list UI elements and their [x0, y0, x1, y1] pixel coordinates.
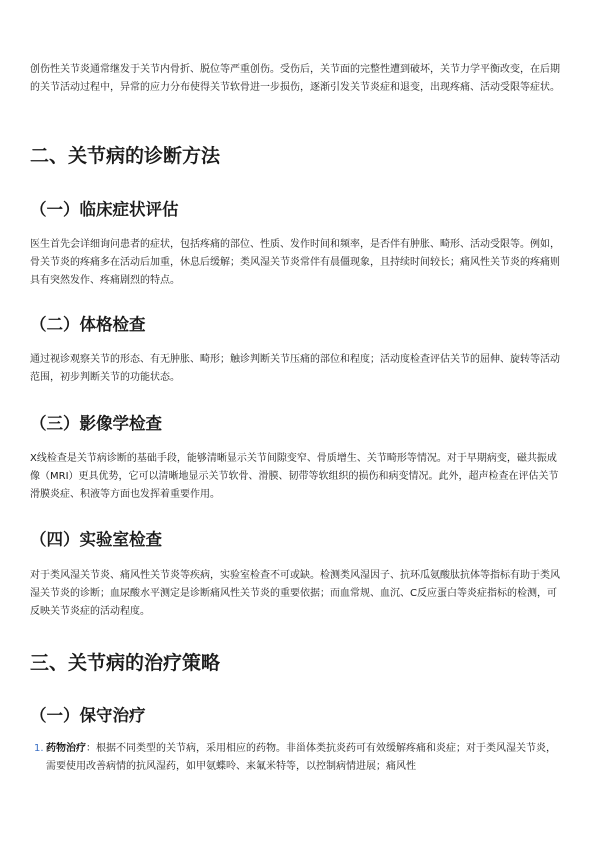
list-item-number: 1. — [34, 743, 44, 754]
subsection-imaging-heading: （三）影像学检查 — [30, 414, 162, 433]
list-item-text: ：根据不同类型的关节病，采用相应的药物。非甾体类抗炎药可有效缓解疼痛和炎症；对于类风湿关节炎，需要使用改善病情的抗风湿药，如甲氨蝶呤、来氟米特等，以控制病情进展；痛风性 — [46, 743, 556, 772]
section-3-heading: 三、关节病的治疗策略 — [30, 652, 221, 674]
subsection-imaging-text: X线检查是关节病诊断的基础手段，能够清晰显示关节间隙变窄、骨质增生、关节畸形等情况。对于早期病变，磁共振成像（MRI）更具优势，它可以清晰地显示关节软骨、滑膜、韧带等软组织的损伤和病变情况。此外，超声检查在评估关节滑膜炎症、积液等方面也发挥着重要作用。 — [30, 453, 559, 500]
list-item-body — [46, 740, 565, 776]
subsection-conservative-heading: （一）保守治疗 — [30, 706, 146, 725]
list-item-label: 药物治疗 — [46, 743, 86, 754]
subsection-clinical-heading: （一）临床症状评估 — [30, 200, 179, 219]
subsection-physical-exam-heading: （二）体格检查 — [30, 315, 146, 334]
intro-paragraph: 创伤性关节炎通常继发于关节内骨折、脱位等严重创伤。受伤后，关节面的完整性遭到破坏，关节力学平衡改变，在后期的关节活动过程中，异常的应力分布使得关节软骨进一步损伤，逐渐引发关节炎症和退变，出现疼痛、活动受限等症状。 — [30, 64, 560, 93]
subsection-physical-exam-text: 通过视诊观察关节的形态、有无肿胀、畸形；触诊判断关节压痛的部位和程度；活动度检查评估关节的屈伸、旋转等活动范围，初步判断关节的功能状态。 — [30, 354, 560, 383]
subsection-lab-text: 对于类风湿关节炎、痛风性关节炎等疾病，实验室检查不可或缺。检测类风湿因子、抗环瓜氨酸肽抗体等指标有助于类风湿关节炎的诊断；血尿酸水平测定是诊断痛风性关节炎的重要依据；而血常规、血沉、C反应蛋白等炎症指标的检测，可反映关节炎症的活动程度。 — [30, 570, 560, 617]
subsection-lab-heading: （四）实验室检查 — [30, 530, 162, 549]
list-item — [30, 740, 565, 776]
section-2-heading: 二、关节病的诊断方法 — [30, 145, 221, 167]
subsection-clinical-text: 医生首先会详细询问患者的症状，包括疼痛的部位、性质、发作时间和频率，是否伴有肿胀、畸形、活动受限等。例如，骨关节炎的疼痛多在活动后加重，休息后缓解；类风湿关节炎常伴有晨僵现象，且持续时间较长；痛风性关节炎的疼痛则具有突然发作、疼痛剧烈的特点。 — [30, 239, 560, 286]
